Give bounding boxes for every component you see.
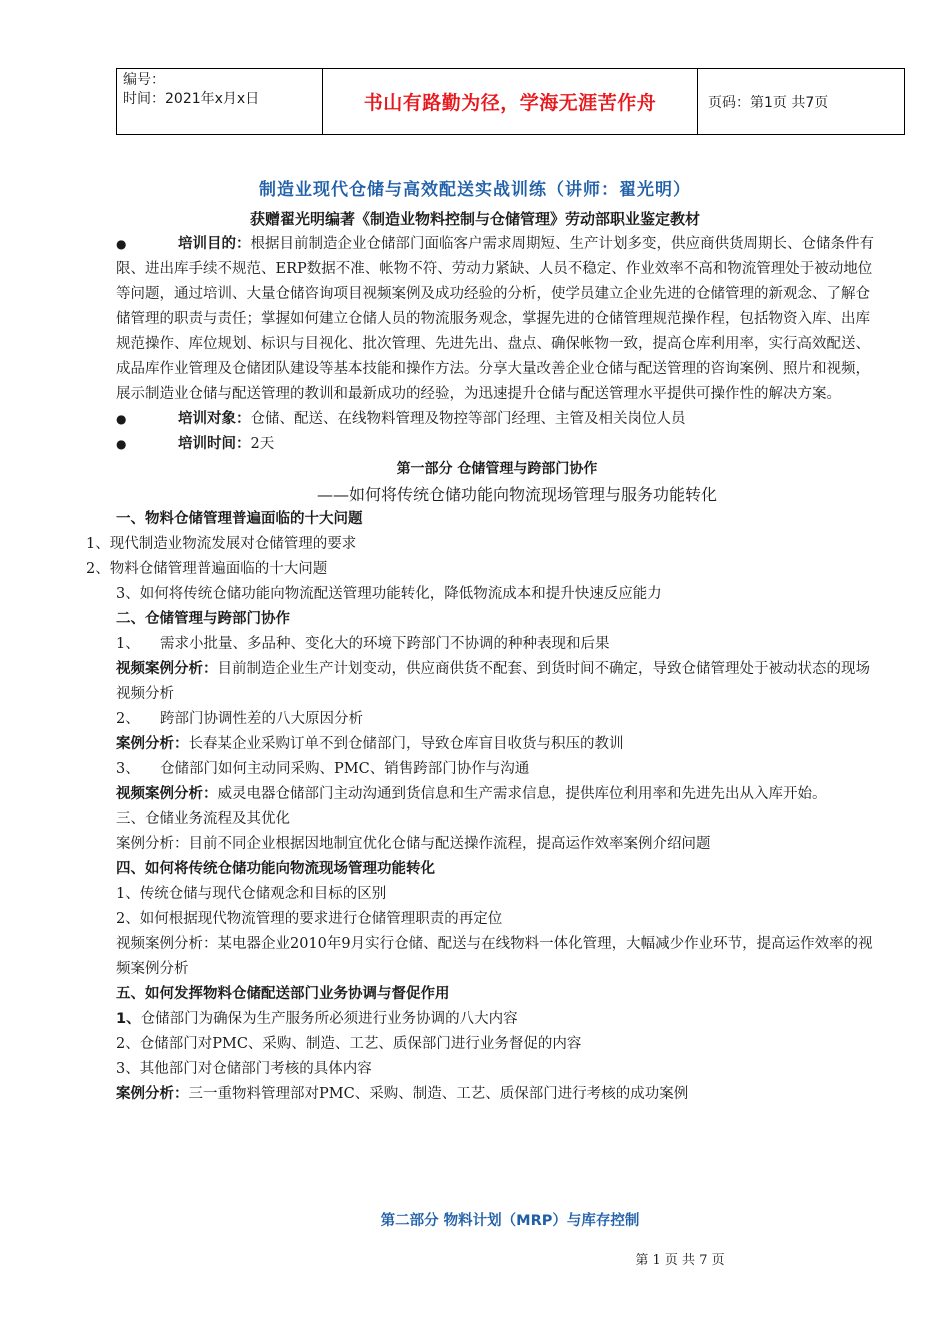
section3-heading: 三、仓储业务流程及其优化	[116, 811, 290, 827]
section5-item: 3、其他部门对仓储部门考核的具体内容	[116, 1061, 372, 1077]
page-number-cell	[698, 69, 905, 135]
section2-case: 视频案例分析：威灵电器仓储部门主动沟通到货信息和生产需求信息，提供库位利用率和先进先出从入库开始。	[116, 786, 827, 802]
section2-case: 视频案例分析：目前制造企业生产计划变动，供应商供货不配套、到货时间不确定，导致仓储管理处于被动状态的现场视频分析	[116, 661, 870, 702]
motto-cell	[323, 69, 698, 135]
section2-item: 3、 仓储部门如何主动同采购、PMC、销售跨部门协作与沟通	[116, 761, 530, 777]
header-table	[116, 68, 905, 135]
bullet-icon: ●	[116, 237, 127, 251]
document-subtitle: 获赠翟光明编著《制造业物料控制与仓储管理》劳动部职业鉴定教材	[249, 210, 700, 228]
part1-subtitle: ——如何将传统仓储功能向物流现场管理与服务功能转化	[316, 485, 717, 504]
section5-item: 2、仓储部门对PMC、采购、制造、工艺、质保部门进行业务督促的内容	[116, 1036, 582, 1052]
part1-title: 第一部分 仓储管理与跨部门协作	[396, 461, 598, 477]
section3-case: 案例分析：目前不同企业根据因地制宜优化仓储与配送操作流程，提高运作效率案例介绍问题	[116, 836, 711, 852]
bullet-purpose: ● 培训目的：根据目前制造企业仓储部门面临客户需求周期短、生产计划多变，供应商供货周期长、仓储条件有限、进出库手续不规范、ERP数据不准、帐物不符、劳动力紧缺、人员不稳定、作业效率不高和物流管理处于被动地位等问题，通过培训、大量仓储咨询项目视频案例及成功经验的分析，使学员建立企业先进的仓储管理的新观念、了解仓储管理的职责与责任；掌握如何建立仓储人员的物流服务观念，掌握先进的仓储管理规范操作程，包括物资入库、出库规范操作、库位规划、标识与目视化、批次管理、先进先出、盘点、确保帐物一致，提高仓库利用率，实行高效配送、成品库作业管理及仓储团队建设等基本技能和操作方法。分享大量改善企业仓储与配送管理的咨询案例、照片和视频，展示制造业仓储与配送管理的教训和最新成功的经验，为迅速提升仓储与配送管理水平提供可操作性的解决方案。	[116, 232, 878, 407]
section1-item: 3、如何将传统仓储功能向物流配送管理功能转化，降低物流成本和提升快速反应能力	[116, 586, 662, 602]
section2-case: 案例分析：长春某企业采购订单不到仓储部门，导致仓库盲目收货与积压的教训	[116, 736, 624, 752]
time-label: 时间：2021年x月x日	[123, 91, 260, 107]
section2-item: 1、 需求小批量、多品种、变化大的环境下跨部门不协调的种种表现和后果	[116, 636, 610, 652]
section1-heading: 一、物料仓储管理普遍面临的十大问题	[116, 511, 363, 527]
section4-heading: 四、如何将传统仓储功能向物流现场管理功能转化	[116, 861, 435, 877]
section2-item: 2、 跨部门协调性差的八大原因分析	[116, 711, 363, 727]
section4-case: 视频案例分析：某电器企业2010年9月实行仓储、配送与在线物料一体化管理，大幅减少作业环节，提高运作效率的视频案例分析	[116, 936, 873, 977]
section5-heading: 五、如何发挥物料仓储配送部门业务协调与督促作用	[116, 986, 450, 1002]
section5-case: 案例分析：三一重物料管理部对PMC、采购、制造、工艺、质保部门进行考核的成功案例	[116, 1086, 689, 1102]
section1-item: 2、物料仓储管理普遍面临的十大问题	[86, 561, 328, 577]
section1-item: 1、现代制造业物流发展对仓储管理的要求	[86, 536, 357, 552]
bullet-icon: ●	[116, 437, 127, 451]
header-meta-cell	[117, 69, 323, 135]
section4-item: 1、传统仓储与现代仓储观念和目标的区别	[116, 886, 387, 902]
motto: 书山有路勤为径，学海无涯苦作舟	[363, 92, 657, 114]
page-footer: 第 1 页 共 7 页	[635, 1253, 725, 1268]
bullet-icon: ●	[116, 412, 127, 426]
section2-heading: 二、仓储管理与跨部门协作	[116, 611, 290, 627]
document-title: 制造业现代仓储与高效配送实战训练（讲师：翟光明）	[259, 180, 691, 200]
section5-item: 1、仓储部门为确保为生产服务所必须进行业务协调的八大内容	[116, 1011, 518, 1027]
bullet-duration: ● 培训时间：2天	[116, 432, 878, 457]
document-body	[86, 232, 878, 1107]
page-label: 页码：第1页 共7页	[708, 94, 829, 111]
bullet-audience: ● 培训对象：仓储、配送、在线物料管理及物控等部门经理、主管及相关岗位人员	[116, 407, 878, 432]
code-label: 编号：	[123, 72, 165, 88]
section4-item: 2、如何根据现代物流管理的要求进行仓储管理职责的再定位	[116, 911, 503, 927]
part2-title: 第二部分 物料计划（MRP）与库存控制	[380, 1213, 640, 1229]
